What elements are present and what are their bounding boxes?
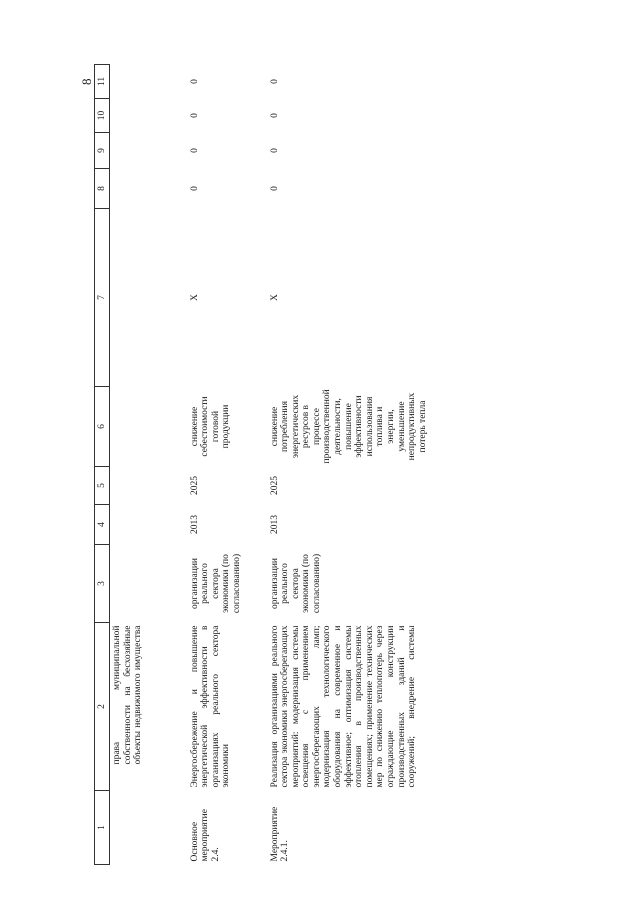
table-row-main-measure [188, 65, 268, 865]
row1-col9: 0 [189, 148, 200, 153]
header-row [95, 65, 110, 865]
header-col-6: 6 [95, 387, 110, 467]
header-col-4: 4 [95, 505, 110, 545]
row1-col7: X [189, 294, 200, 301]
row1-result: снижение себестоимости готовой продукции [189, 396, 232, 457]
row1-col11: 0 [189, 79, 200, 84]
row2-col8: 0 [269, 186, 280, 191]
header-col-10: 10 [95, 99, 110, 133]
header-col-9: 9 [95, 133, 110, 169]
table-row-continued [110, 65, 188, 865]
header-col-7: 7 [95, 209, 110, 387]
row2-description: Реализация организациями реального сектора экономики энергосберегающих мероприятий: модернизация системы освещения с применением энергосберегающих ламп; модернизация технологического оборудования на современное и эффективное; оптимизация системы отопления в производственных помещениях; применение технических мер по снижению теплопотерь через ограждающие конструкции производственных зданий и сооружений; внедрение системы [269, 625, 418, 788]
row1-col8: 0 [189, 186, 200, 191]
header-col-2: 2 [95, 623, 110, 791]
row1-executor: организации реального сектора экономики (по согласованию) [189, 553, 242, 614]
page-number: 8 [79, 78, 94, 85]
row2-col11: 0 [269, 79, 280, 84]
row2-executor: организации реального сектора экономики (по согласованию) [269, 553, 322, 614]
table-row-measure [268, 65, 431, 865]
row2-col9: 0 [269, 148, 280, 153]
row2-number: Мероприятие 2.4.1. [269, 806, 291, 862]
header-col-8: 8 [95, 169, 110, 209]
row2-col10: 0 [269, 113, 280, 118]
row2-col7: X [269, 294, 280, 301]
header-col-3: 3 [95, 545, 110, 623]
row2-start-year: 2013 [269, 515, 280, 534]
program-table [94, 64, 430, 865]
header-col-5: 5 [95, 467, 110, 505]
row1-end-year: 2025 [189, 476, 200, 495]
header-col-1: 1 [95, 791, 110, 865]
row1-col10: 0 [189, 113, 200, 118]
row1-number: Основное мероприятие 2.4. [189, 809, 221, 862]
row0-description: права муниципальной собственности на бесхозяйные объекты недвижимого имущества [112, 625, 144, 765]
header-col-11: 11 [95, 65, 110, 99]
row1-start-year: 2013 [189, 515, 200, 534]
row2-result: снижение потребления энергетических ресурсов в процессе производственной деятельности, повышение эффективности использования топлива и энергии, уменьшение непродуктивных потерь тепла [269, 389, 428, 464]
row1-description: Энергосбережение и повышение энергетической эффективности в организациях реального сектора экономики [189, 625, 232, 788]
row2-end-year: 2025 [269, 476, 280, 495]
